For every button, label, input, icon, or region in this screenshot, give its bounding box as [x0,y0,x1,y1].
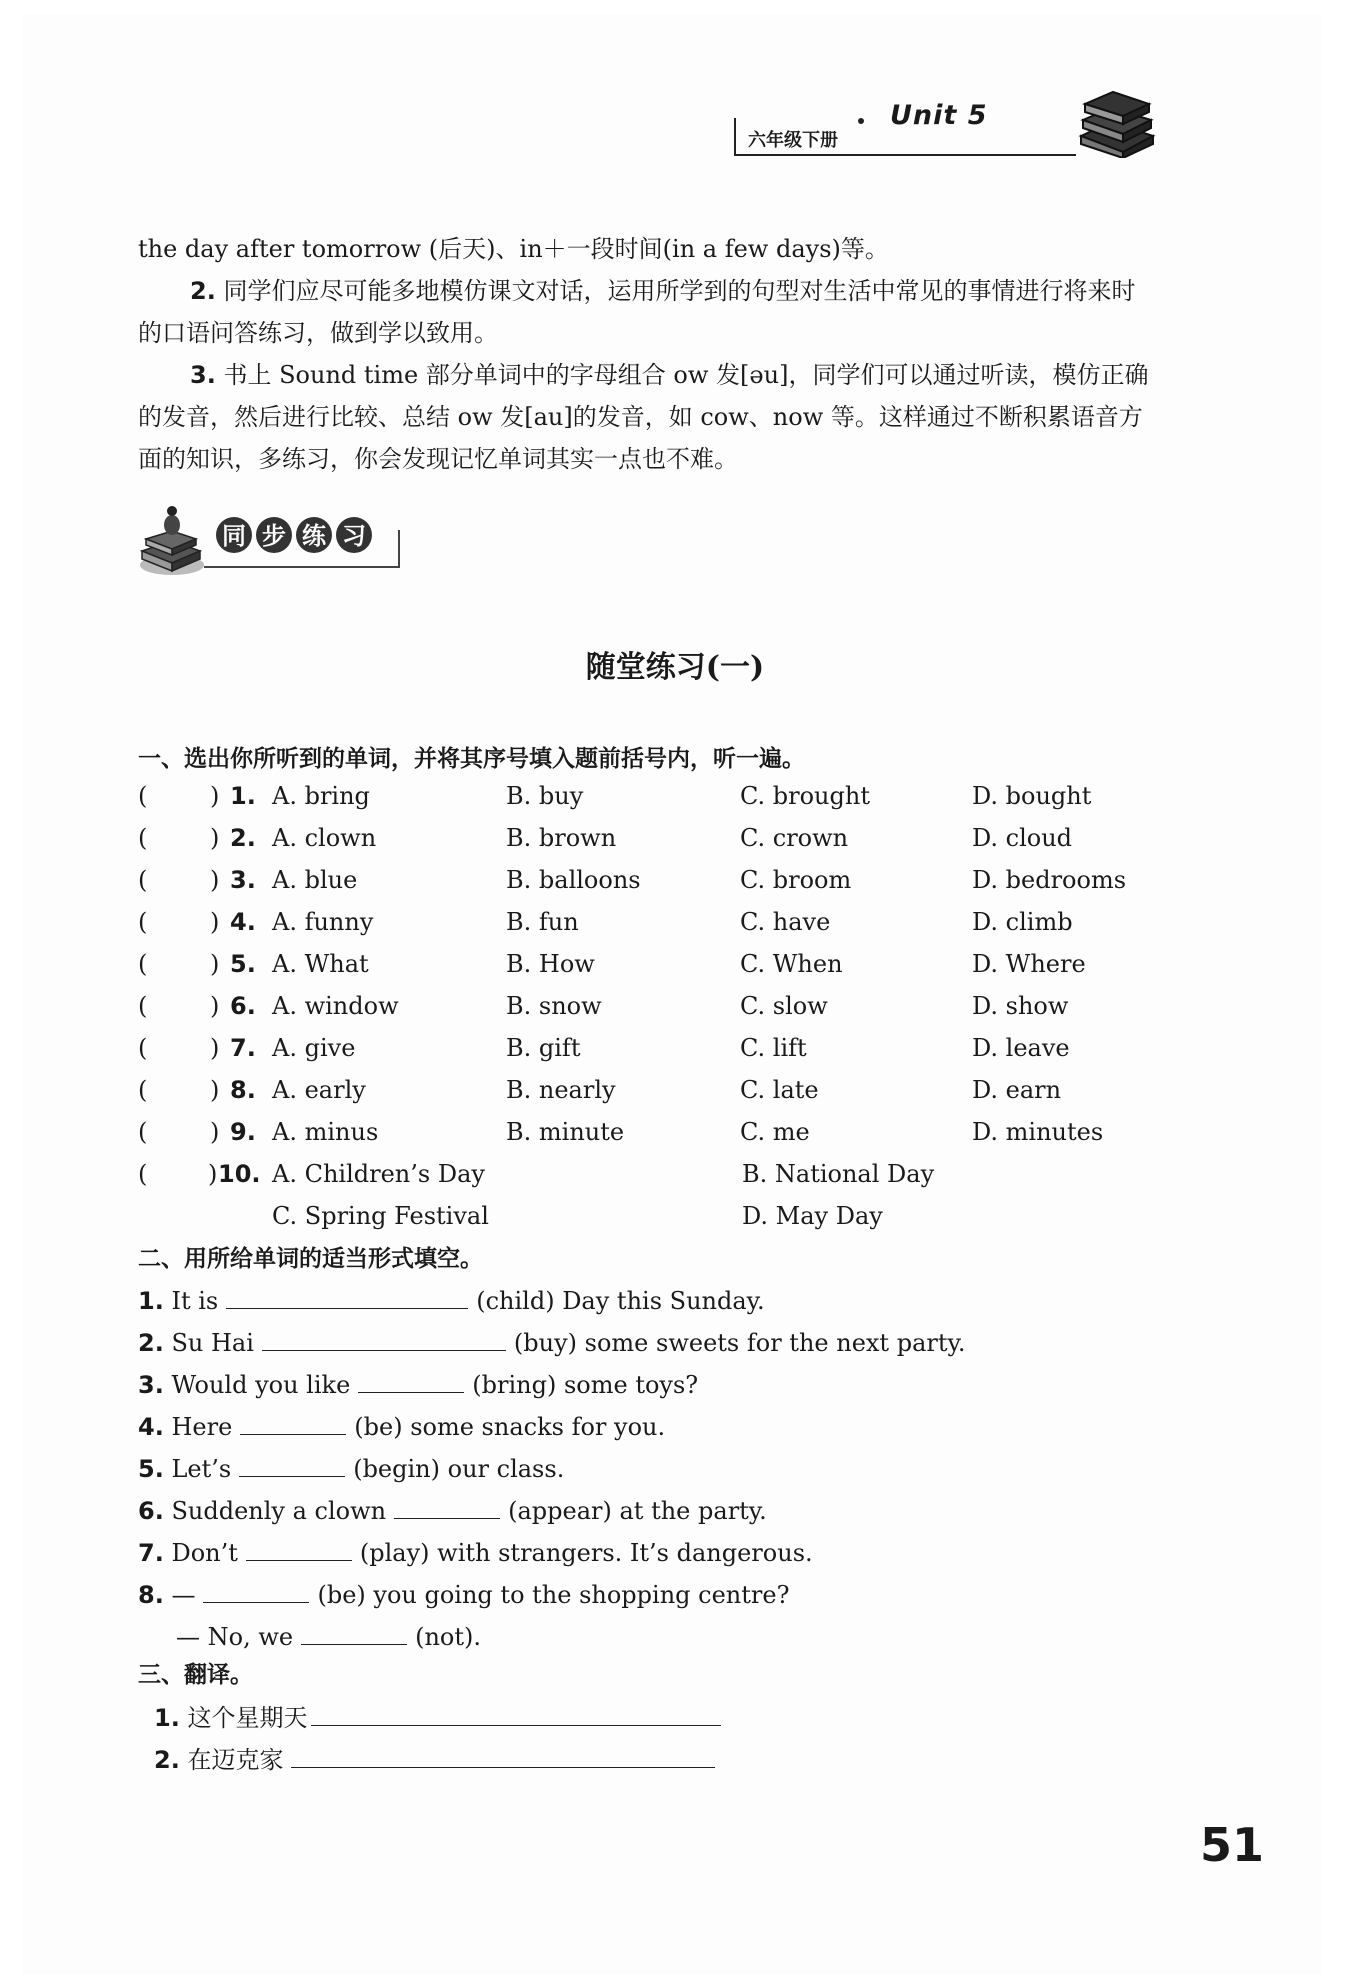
intro-item-3-text: 书上 Sound time 部分单词中的字母组合 ow 发[əu]，同学们可以通过听读，模仿正确的发音，然后进行比较、总结 ow 发[au]的发音，如 cow、now 等。这样通过不断积累语音方面的知识，多练习，你会发现记忆单词其实一点也不难。 [138,361,1149,473]
section-3-heading: 三、翻译。 [138,1662,253,1688]
choice-row-2 [138,824,1178,864]
option-c: C. Spring Festival [272,1202,489,1230]
option-d: D. bedrooms [972,866,1127,894]
option-a: A. blue [272,866,358,894]
question-number: 9. [230,1118,256,1146]
option-d: D. Where [972,950,1086,978]
intro-item-3 [138,354,1158,480]
exercise-title: 随堂练习(一) [585,650,765,685]
answer-paren-open: ( [138,950,148,978]
item-text-after: (child) Day this Sunday. [476,1287,765,1315]
item-text-after: (bring) some toys? [472,1371,699,1399]
question-number: 6. [230,992,256,1020]
intro-item-2 [138,270,1158,354]
option-a: A. window [272,992,399,1020]
question-number: 5. [230,950,256,978]
item-text-before: Would you like [171,1371,351,1399]
section-2-heading: 二、用所给单词的适当形式填空。 [138,1246,483,1272]
choice-row-3 [138,866,1178,906]
item-number: 2. [138,1329,164,1357]
option-a: A. give [272,1034,356,1062]
books-icon [1075,86,1157,162]
item-text-before: It is [171,1287,219,1315]
item-text-after: (play) with strangers. It’s dangerous. [359,1539,813,1567]
answer-blank[interactable] [226,1282,468,1309]
option-a: A. funny [272,908,374,936]
item-number: 1. [154,1704,180,1732]
option-d: D. show [972,992,1069,1020]
fill-item-4 [138,1408,665,1441]
answer-blank[interactable] [239,1450,345,1477]
translate-item-2 [154,1740,723,1775]
item-number: 4. [138,1413,164,1441]
answer-blank[interactable] [262,1324,506,1351]
question-number: 1. [230,782,256,810]
option-a: A. early [272,1076,366,1104]
question-number: 2. [230,824,256,852]
option-d: D. climb [972,908,1073,936]
answer-paren-close: ) [210,908,220,936]
fill-item-2 [138,1324,966,1357]
fill-item-1 [138,1282,765,1315]
question-number: 10. [218,1160,261,1188]
answer-paren-open: ( [138,1160,148,1188]
choice-row-4 [138,908,1178,948]
option-a: A. minus [272,1118,379,1146]
item-text-before: Don’t [171,1539,238,1567]
intro-line-1: the day after tomorrow (后天)、in＋一段时间(in a few days)等。 [138,235,889,263]
answer-paren-close: ) [208,1160,218,1188]
choice-row-5 [138,950,1178,990]
item-text: 在迈克家 [187,1746,284,1774]
option-c: C. slow [740,992,828,1020]
option-a: A. Children’s Day [272,1160,485,1188]
banner-char-4: 习 [342,522,366,550]
fill-item-3 [138,1366,698,1399]
question-number: 8. [230,1076,256,1104]
option-a: A. What [272,950,369,978]
choice-row-1 [138,782,1178,822]
item-text-after: (be) you going to the shopping centre? [317,1581,790,1609]
question-number: 3. [230,866,256,894]
answer-paren-close: ) [210,782,220,810]
item-number: 6. [138,1497,164,1525]
option-b: B. minute [506,1118,625,1146]
item-number: 1. [138,1287,164,1315]
section-1-heading: 一、选出你所听到的单词，并将其序号填入题前括号内，听一遍。 [138,746,805,772]
answer-paren-close: ) [210,824,220,852]
item-text-before: Let’s [171,1455,232,1483]
translate-item-1 [154,1698,729,1733]
grade-label: 六年级下册 [748,130,838,151]
item-number: 2. [154,1746,180,1774]
answer-paren-open: ( [138,824,148,852]
fill-item-8 [138,1576,789,1609]
choice-row-9 [138,1118,1178,1158]
banner-end-mark [398,530,400,568]
item-number: 3. [138,1371,164,1399]
item-text-before: Suddenly a clown [171,1497,387,1525]
option-b: B. National Day [742,1160,935,1188]
item-number: 5. [138,1455,164,1483]
option-a: A. bring [272,782,370,810]
answer-blank[interactable] [358,1366,464,1393]
item-text-after: (not). [415,1623,481,1651]
question-number: 7. [230,1034,256,1062]
choice-row-6 [138,992,1178,1032]
answer-paren-close: ) [210,1076,220,1104]
option-b: B. brown [506,824,617,852]
book-lamp-icon [140,506,204,575]
option-b: B. gift [506,1034,581,1062]
unit-label: Unit 5 [890,100,988,131]
option-b: B. balloons [506,866,641,894]
answer-paren-open: ( [138,866,148,894]
banner-char-2: 步 [262,522,286,550]
option-b: B. buy [506,782,584,810]
intro-item-2-number: 2. [190,277,216,305]
practice-banner [138,505,408,589]
choice-row-8 [138,1076,1178,1116]
answer-blank[interactable] [291,1741,715,1768]
item-text-before: Here [171,1413,233,1441]
answer-paren-open: ( [138,782,148,810]
option-b: B. How [506,950,595,978]
option-a: A. clown [272,824,377,852]
option-c: C. lift [740,1034,807,1062]
answer-paren-close: ) [210,1034,220,1062]
intro-item-2-text: 同学们应尽可能多地模仿课文对话，运用所学到的句型对生活中常见的事情进行将来时的口语问答练习，做到学以致用。 [138,277,1136,347]
option-c: C. have [740,908,831,936]
option-c: C. When [740,950,843,978]
question-number: 4. [230,908,256,936]
item-text-after: (buy) some sweets for the next party. [513,1329,966,1357]
answer-blank[interactable] [311,1699,721,1726]
option-d: D. May Day [742,1202,883,1230]
answer-blank[interactable] [203,1576,309,1603]
header-dot [858,118,864,124]
fill-item-5 [138,1450,564,1483]
option-b: B. nearly [506,1076,616,1104]
option-c: C. brought [740,782,870,810]
fill-item-6 [138,1492,767,1525]
answer-paren-open: ( [138,1076,148,1104]
option-d: D. bought [972,782,1092,810]
item-text-before: — No, we [176,1623,294,1651]
option-d: D. minutes [972,1118,1104,1146]
option-d: D. leave [972,1034,1070,1062]
option-c: C. me [740,1118,810,1146]
option-c: C. crown [740,824,849,852]
answer-blank[interactable] [246,1534,352,1561]
answer-blank[interactable] [301,1618,407,1645]
answer-paren-open: ( [138,1118,148,1146]
item-text-after: (appear) at the party. [508,1497,767,1525]
item-text-before: — [171,1581,196,1609]
choice-row-10 [138,1160,1178,1200]
item-text-after: (be) some snacks for you. [354,1413,666,1441]
intro-item-3-number: 3. [190,361,216,389]
option-b: B. snow [506,992,602,1020]
option-c: C. broom [740,866,852,894]
answer-paren-open: ( [138,1034,148,1062]
answer-paren-open: ( [138,908,148,936]
option-d: D. earn [972,1076,1062,1104]
answer-blank[interactable] [240,1408,346,1435]
answer-blank[interactable] [394,1492,500,1519]
item-text-after: (begin) our class. [353,1455,565,1483]
option-d: D. cloud [972,824,1073,852]
page-number: 51 [1200,1818,1265,1872]
fill-item-7 [138,1534,813,1567]
answer-paren-close: ) [210,992,220,1020]
choice-row-10-cont [138,1202,1178,1242]
choice-row-7 [138,1034,1178,1074]
option-c: C. late [740,1076,819,1104]
answer-paren-open: ( [138,992,148,1020]
item-text: 这个星期天 [187,1704,308,1732]
item-number: 8. [138,1581,164,1609]
banner-circles [216,517,372,553]
answer-paren-close: ) [210,866,220,894]
item-text-before: Su Hai [171,1329,254,1357]
answer-paren-close: ) [210,950,220,978]
fill-item-8-reply [176,1618,481,1651]
banner-char-3: 练 [302,522,326,550]
option-b: B. fun [506,908,579,936]
banner-char-1: 同 [222,522,246,550]
banner-underline [204,566,400,568]
answer-paren-close: ) [210,1118,220,1146]
item-number: 7. [138,1539,164,1567]
